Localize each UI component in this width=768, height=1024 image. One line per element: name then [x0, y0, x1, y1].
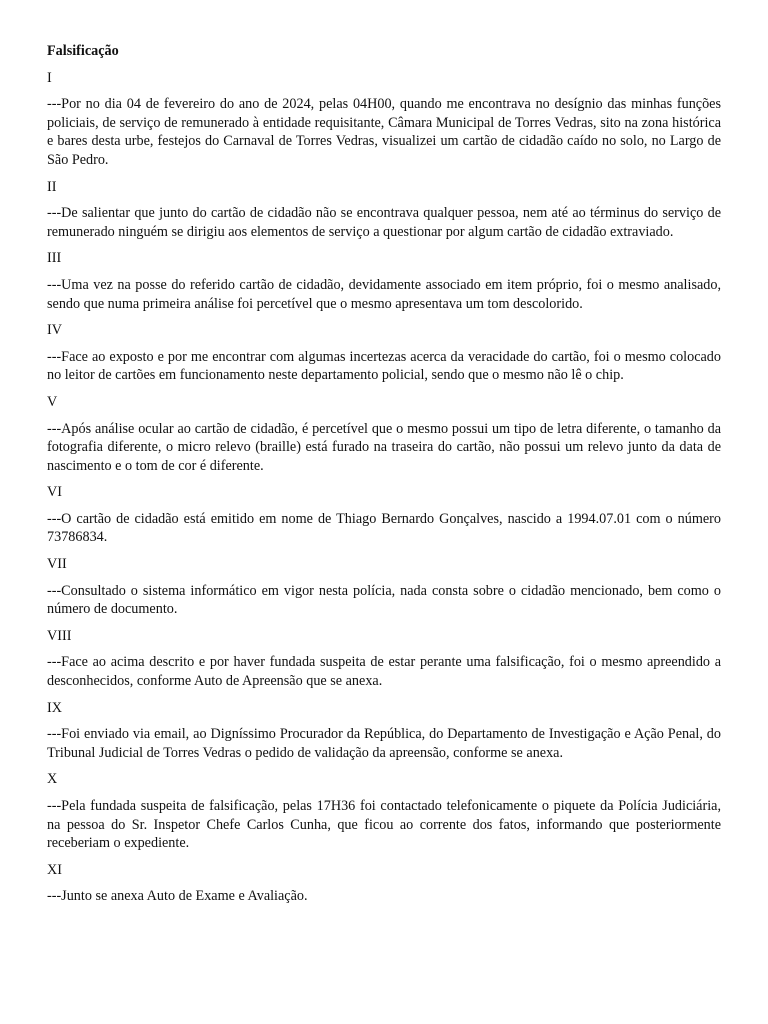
section-number: VI [47, 484, 62, 501]
section-number: IV [47, 322, 62, 339]
section-11 [47, 861, 721, 906]
section-7 [47, 555, 721, 619]
section-3 [47, 249, 721, 313]
section-9 [47, 699, 721, 763]
document-title: Falsificação [47, 43, 119, 59]
section-paragraph: ---Face ao exposto e por me encontrar com algumas incertezas acerca da veracidade do cartão, foi o mesmo colocado no leitor de cartões em funcionamento neste departamento policial, sendo que o mesmo não lê o chip. [47, 348, 721, 384]
section-number: I [47, 69, 52, 86]
section-paragraph: ---Pela fundada suspeita de falsificação, pelas 17H36 foi contactado telefonicamente o piquete da Polícia Judiciária, na pessoa do Sr. Inspetor Chefe Carlos Cunha, que ficou ao corrente dos fatos, informando que posteriormente receberiam o expediente. [47, 798, 721, 852]
section-4 [47, 321, 721, 385]
section-number: VII [47, 556, 67, 573]
section-2 [47, 178, 721, 242]
section-paragraph: ---O cartão de cidadão está emitido em nome de Thiago Bernardo Gonçalves, nascido a 1994.07.01 com o número 73786834. [47, 510, 721, 546]
section-paragraph: ---Foi enviado via email, ao Digníssimo Procurador da República, do Departamento de Investigação e Ação Penal, do Tribunal Judicial de Torres Vedras o pedido de validação da apreensão, conforme se anexa. [47, 726, 721, 761]
section-10 [47, 770, 721, 852]
section-paragraph: ---Face ao acima descrito e por haver fundada suspeita de estar perante uma falsificação, foi o mesmo apreendido a desconhecidos, conforme Auto de Apreensão que se anexa. [47, 654, 721, 690]
section-number: V [47, 393, 58, 410]
section-paragraph: ---Uma vez na posse do referido cartão de cidadão, devidamente associado em item próprio, foi o mesmo analisado, sendo que numa primeira análise foi percetível que o mesmo apresentava um tom descolorido. [47, 276, 721, 312]
section-paragraph: ---Por no dia 04 de fevereiro do ano de 2024, pelas 04H00, quando me encontrava no desígnio das minhas funções policiais, de serviço de remunerado à entidade requisitante, Câmara Municipal de Torres Vedras, sito na zona histórica e bares desta urbe, festejos do Carnaval de Torres Vedras, visualizei um cartão de cidadão caído no solo, no Largo de São Pedro. [47, 96, 721, 168]
section-paragraph: ---Consultado o sistema informático em vigor nesta polícia, nada consta sobre o cidadão mencionado, bem como o número de documento. [47, 582, 721, 618]
section-number: X [47, 771, 58, 788]
section-number: III [47, 250, 62, 267]
section-1 [47, 69, 721, 170]
section-paragraph: ---Após análise ocular ao cartão de cidadão, é percetível que o mesmo possui um tipo de letra diferente, o tamanho da fotografia diferente, o micro relevo (braille) está furado na traseira do cartão, não possui um relevo junto da data de nascimento e o tom de cor é diferente. [47, 420, 721, 474]
section-8 [47, 627, 721, 691]
section-paragraph: ---Junto se anexa Auto de Exame e Avaliação. [47, 888, 308, 905]
section-5 [47, 393, 721, 475]
section-number: VIII [47, 627, 72, 644]
section-number: II [47, 178, 57, 195]
section-6 [47, 483, 721, 547]
section-number: IX [47, 699, 62, 716]
section-number: XI [47, 861, 62, 878]
section-paragraph: ---De salientar que junto do cartão de cidadão não se encontrava qualquer pessoa, nem até ao términus do serviço de remunerado ninguém se dirigiu aos elementos de serviço a questionar por algum cartão de cidadão extraviado. [47, 205, 721, 240]
document-page [47, 42, 721, 914]
